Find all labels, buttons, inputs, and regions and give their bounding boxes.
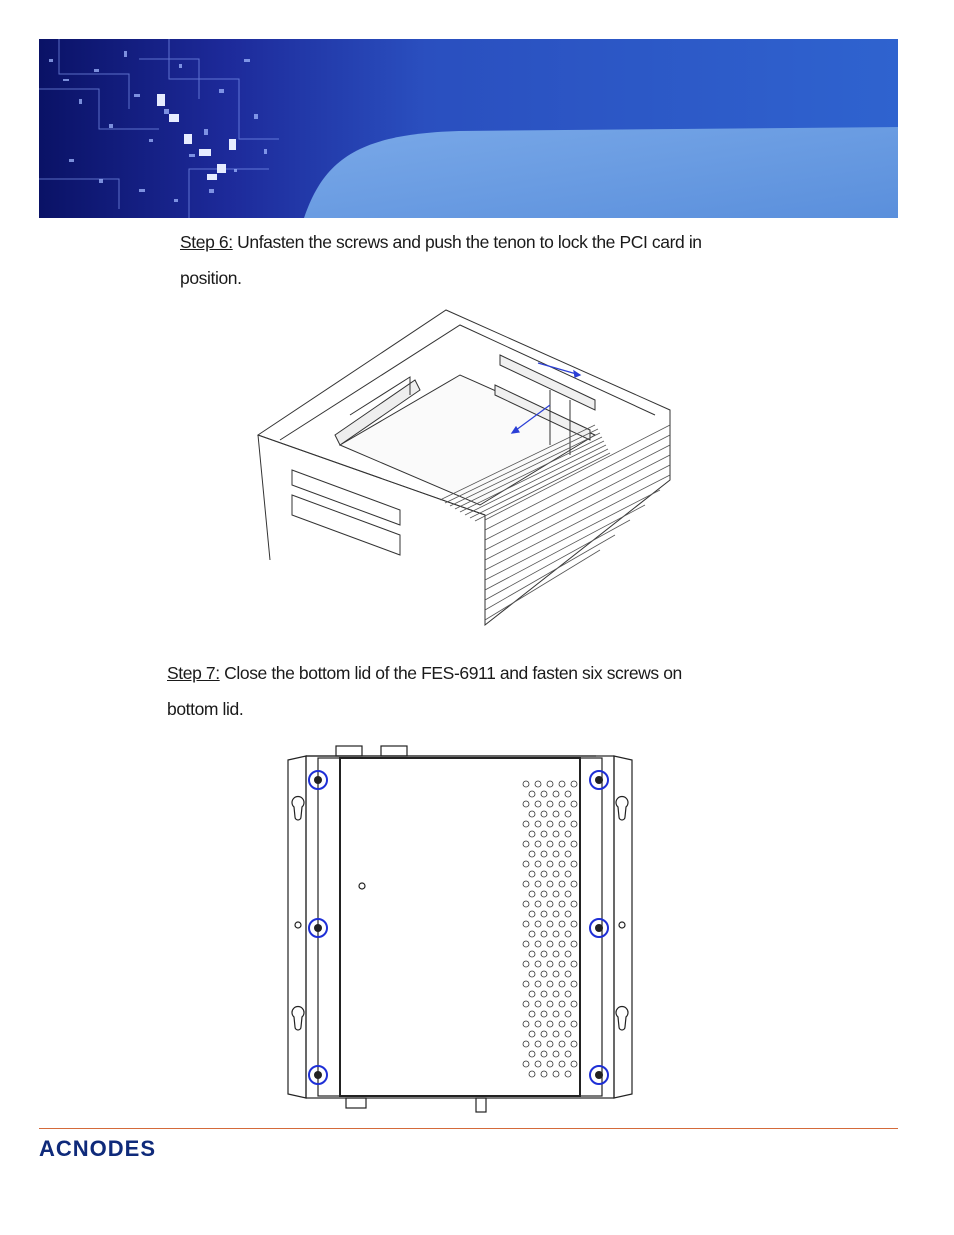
screw-bottom-right <box>590 1066 608 1084</box>
vent-holes <box>523 781 577 1077</box>
chassis-illustration <box>250 305 690 635</box>
bottom-lid-figure <box>286 742 634 1122</box>
screw-middle-right <box>590 919 608 937</box>
banner-graphic <box>39 39 898 218</box>
step7-label: Step 7: <box>167 663 220 683</box>
logo-wordmark <box>39 1135 199 1159</box>
bottom-lid-illustration <box>286 742 634 1117</box>
logo-text: ACNODES <box>39 1136 157 1159</box>
pci-card-figure <box>250 305 690 640</box>
acnodes-logo <box>39 1135 199 1159</box>
step7-text: Close the bottom lid of the FES-6911 and fasten six screws on <box>219 663 682 683</box>
step7-line1 <box>167 663 682 684</box>
step6-text: Unfasten the screws and push the tenon to lock the PCI card in <box>232 232 702 252</box>
screw-top-right <box>590 771 608 789</box>
footer-rule <box>39 1128 898 1129</box>
step6-line1 <box>180 232 702 253</box>
header-banner <box>39 39 898 218</box>
banner-swoosh <box>304 127 898 218</box>
step7-line2: bottom lid. <box>167 699 244 719</box>
step6-label: Step 6: <box>180 232 233 252</box>
screw-highlights <box>309 771 608 1084</box>
step6-line2: position. <box>180 268 242 288</box>
